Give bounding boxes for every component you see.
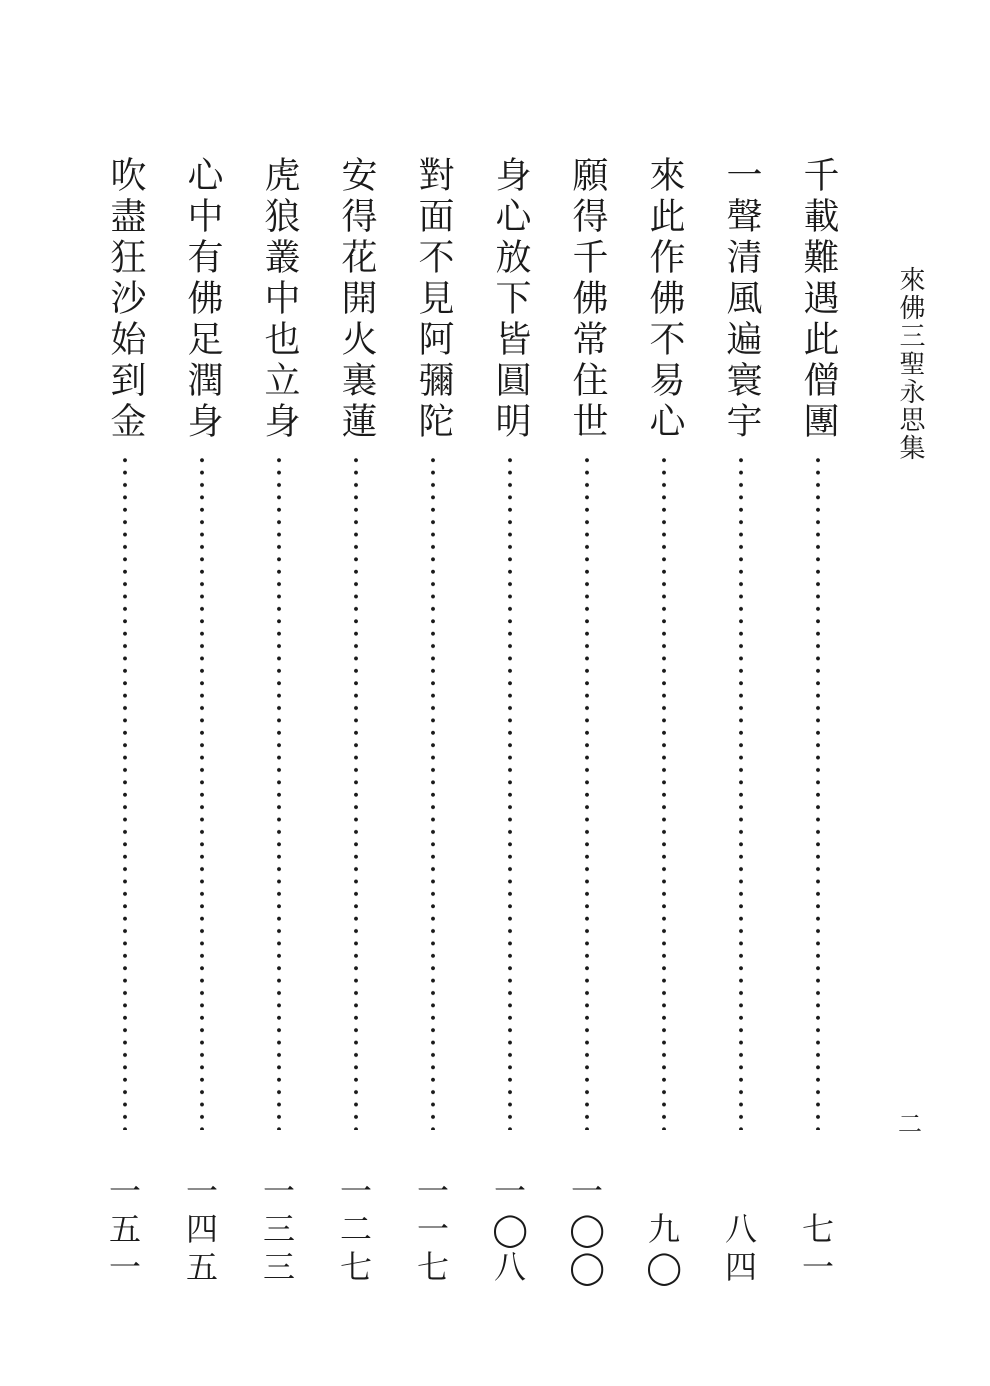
page-digit: 五 (185, 1248, 218, 1286)
page-digit: ◯ (492, 1210, 528, 1248)
page-digit: 八 (724, 1210, 757, 1248)
toc-entry-title[interactable]: 來此作佛不易心 (644, 156, 685, 443)
page-digit: ◯ (569, 1210, 605, 1248)
toc-entry-title[interactable]: 安得花開火裏蓮 (336, 156, 377, 443)
page-digit: 五 (108, 1210, 141, 1248)
dot-leader (277, 454, 281, 1130)
toc-entry-page-number (412, 1172, 454, 1286)
page-digit: 一 (570, 1172, 603, 1210)
page-digit: ◯ (569, 1248, 605, 1286)
page-digit: 一 (339, 1172, 372, 1210)
toc-entry-page-number (797, 1210, 839, 1286)
toc-entry-title[interactable]: 心中有佛足潤身 (182, 156, 223, 443)
toc-entry[interactable] (181, 156, 223, 1286)
page-digit: 三 (262, 1248, 295, 1286)
page-digit: 一 (262, 1172, 295, 1210)
toc-entry-page-number (104, 1172, 146, 1286)
page-digit: 八 (493, 1248, 526, 1286)
page-digit: 一 (801, 1248, 834, 1286)
page-digit: 一 (416, 1210, 449, 1248)
toc-entry[interactable] (412, 156, 454, 1286)
book-title: 來佛三聖永思集 (895, 266, 925, 462)
page-digit: 七 (339, 1248, 372, 1286)
toc-entry-title[interactable]: 千載難遇此僧團 (798, 156, 839, 443)
toc-entry[interactable] (335, 156, 377, 1286)
dot-leader (816, 454, 820, 1130)
page-digit: 二 (339, 1210, 372, 1248)
toc-entry-page-number (720, 1210, 762, 1286)
page-digit: 一 (416, 1172, 449, 1210)
toc-entry[interactable] (720, 156, 762, 1286)
page-digit: 九 (647, 1210, 680, 1248)
page-number: 二 (898, 1110, 922, 1138)
toc-entry[interactable] (797, 156, 839, 1286)
page-digit: 一 (185, 1172, 218, 1210)
page-digit: 一 (493, 1172, 526, 1210)
toc-entry[interactable] (566, 156, 608, 1286)
toc-entry-page-number (566, 1172, 608, 1286)
page-digit: 四 (724, 1248, 757, 1286)
toc-entry-page-number (489, 1172, 531, 1286)
page-digit: 七 (801, 1210, 834, 1248)
toc-entry[interactable] (104, 156, 146, 1286)
dot-leader (585, 454, 589, 1130)
toc-entry-page-number (335, 1172, 377, 1286)
toc-entry-title[interactable]: 一聲清風遍寰宇 (721, 156, 762, 443)
toc-entry-page-number (258, 1172, 300, 1286)
toc-entry-page-number (643, 1210, 685, 1286)
toc-entry-title[interactable]: 吹盡狂沙始到金 (105, 156, 146, 443)
page-digit: 三 (262, 1210, 295, 1248)
page-digit: 一 (108, 1248, 141, 1286)
dot-leader (354, 454, 358, 1130)
page-digit: 七 (416, 1248, 449, 1286)
toc-entry-title[interactable]: 對面不見阿彌陀 (413, 156, 454, 443)
page-digit: 四 (185, 1210, 218, 1248)
toc-entry-title[interactable]: 虎狼叢中也立身 (259, 156, 300, 443)
dot-leader (123, 454, 127, 1130)
toc-entry[interactable] (258, 156, 300, 1286)
dot-leader (508, 454, 512, 1130)
dot-leader (200, 454, 204, 1130)
dot-leader (739, 454, 743, 1130)
page-digit: 一 (108, 1172, 141, 1210)
toc-entry[interactable] (643, 156, 685, 1286)
dot-leader (662, 454, 666, 1130)
toc-entry-title[interactable]: 願得千佛常住世 (567, 156, 608, 443)
page-digit: ◯ (646, 1248, 682, 1286)
toc-entry[interactable] (489, 156, 531, 1286)
toc-entry-title[interactable]: 身心放下皆圓明 (490, 156, 531, 443)
toc-entry-page-number (181, 1172, 223, 1286)
dot-leader (431, 454, 435, 1130)
